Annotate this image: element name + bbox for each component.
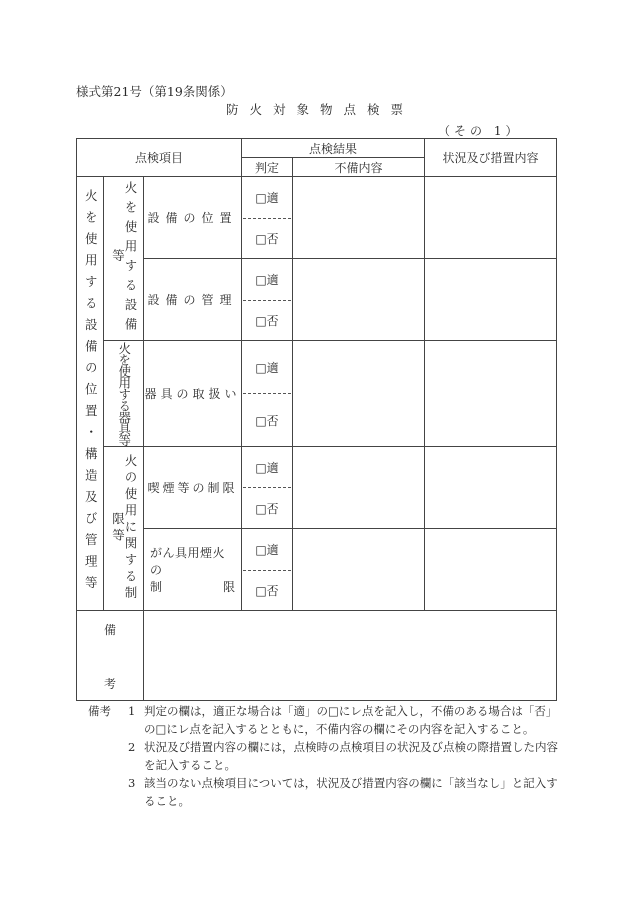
checkbox-ok[interactable]: □適 [255, 460, 279, 475]
item-name: 設備の位置 [147, 211, 238, 225]
status-field[interactable] [425, 447, 556, 528]
note-item: 3 該当のない点検項目については，状況及び措置内容の欄に「該当なし」と記入すること。 [128, 776, 558, 808]
checkbox-ok[interactable]: □適 [255, 360, 279, 375]
form-number: 様式第21号（第19条関係） [76, 84, 233, 99]
inspection-table [76, 138, 557, 701]
remarks-field[interactable] [144, 611, 556, 700]
checkbox-ok[interactable]: □適 [255, 191, 279, 205]
checkbox-ng[interactable]: □否 [255, 314, 279, 328]
item-name-line1: がん具用煙火の [150, 546, 226, 577]
checkbox-ng[interactable]: □否 [255, 232, 279, 246]
group-label: 火の使用に関する制限等 [110, 454, 138, 603]
checkbox-ok[interactable]: □適 [255, 273, 279, 287]
notes-section [88, 702, 558, 810]
item-name: 器具の取扱い [144, 387, 241, 401]
checkbox-ng[interactable]: □否 [255, 501, 279, 516]
col-header-defect-details: 不備内容 [334, 160, 383, 175]
notes-label: 備考 [88, 704, 111, 718]
group-cell [104, 447, 143, 610]
item-name: 設備の管理 [147, 293, 238, 307]
col-header-inspection-result: 点検結果 [308, 141, 357, 156]
col-header-inspection-item: 点検項目 [134, 151, 183, 165]
group-label: 火を使用する設備等 [110, 180, 138, 337]
defect-field[interactable] [293, 259, 424, 340]
group-cell [104, 177, 143, 340]
defect-field[interactable] [293, 341, 424, 446]
status-field[interactable] [425, 341, 556, 446]
category-label: 火を使用する設備の位置・構造及び管理等 [83, 189, 99, 598]
group-cell [104, 341, 143, 446]
note-item: 2 状況及び措置内容の欄には，点検時の点検項目の状況及び点検の際措置した内容を記入すること。 [128, 740, 558, 772]
defect-field[interactable] [293, 529, 424, 610]
document-title: 防火対象物点検票 [225, 102, 414, 117]
col-header-status-measures: 状況及び措置内容 [442, 151, 539, 165]
note-item: 備考 1 判定の欄は，適正な場合は「適」の□にレ点を記入し，不備のある場合は「否」の□にレ点を記入するとともに，不備内容の欄にその内容を記入すること。 [88, 704, 558, 736]
group-label: 火を使用する器具等 [116, 341, 132, 446]
remarks-label: 備 考 [103, 623, 116, 691]
defect-field[interactable] [293, 447, 424, 528]
defect-field[interactable] [293, 177, 424, 258]
item-name-line2: 制 限 [150, 580, 235, 594]
page-label: （その 1） [438, 124, 522, 138]
category-cell [77, 177, 103, 610]
checkbox-ng[interactable]: □否 [255, 584, 279, 598]
item-name: 喫煙等の制限 [147, 481, 238, 495]
checkbox-ok[interactable]: □適 [255, 543, 279, 557]
status-field[interactable] [425, 529, 556, 610]
col-header-judgment: 判定 [254, 160, 279, 175]
status-field[interactable] [425, 177, 556, 258]
item-name [144, 529, 241, 610]
status-field[interactable] [425, 259, 556, 340]
checkbox-ng[interactable]: □否 [255, 413, 279, 428]
